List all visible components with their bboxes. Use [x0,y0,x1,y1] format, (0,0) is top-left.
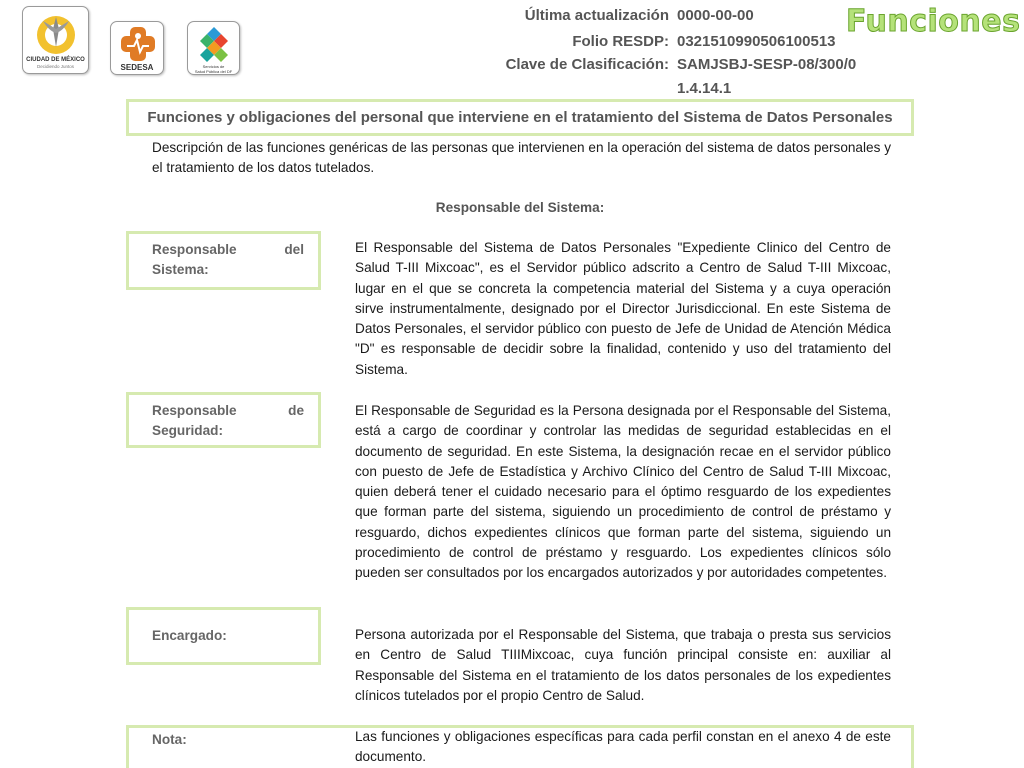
servicios-salud-logo [187,21,240,75]
nota-text: Las funciones y obligaciones específicas para cada perfil constan en el anexo 4 de este documento. [355,729,891,765]
role-description: El Responsable del Sistema de Datos Personales "Expediente Clinico del Centro de Salud T-III Mixcoac", es el Servidor público adscrito a Centro de Salud T-III Mixcoac, lugar en el que se concreta la competencia material del Sistema y a cuya operación sirve instrumentalmente, designado por el Director Jurisdiccional. En este Sistema de Datos Personales, el servidor público con puesto de Jefe de Unidad de Atención Médica "D" es responsable de decidir sobre la finalidad, contenido y uso del tratamiento del Sistema. [355,240,891,377]
sedesa-logo [110,21,164,75]
folio-value: 0321510990506100513 [677,33,836,50]
folio-label: Folio RESDP: [572,33,669,50]
role-label: Responsable de Seguridad: [152,403,304,439]
role-description: Persona autorizada por el Responsable del Sistema, que trabaja o presta sus servicios en Centro de Salud TIIIMixcoac, cuya función principal consiste en: auxiliar al Responsable del Sistema en el tratamiento de los datos personales de los expedientes clínicos tutelados por el propio Centro de Salud. [355,627,891,703]
page-brand-title: Funciones [846,4,1021,39]
role-box-responsable-sistema [126,231,321,290]
role-label: Responsable del Sistema: [152,242,304,278]
update-label: Última actualización [524,7,669,24]
section-subheading: Responsable del Sistema: [435,200,605,215]
update-value: 0000-00-00 [677,7,754,24]
servicios-logo-subtext: Salud Pública del DF [194,69,233,74]
section-title: Funciones y obligaciones del personal que interviene en el tratamiento del Sistema de Datos Personales [126,99,914,136]
sedesa-logo-text: SEDESA [120,63,154,72]
intro-paragraph: Descripción de las funciones genéricas de las personas que intervienen en la operación del sistema de datos personales y el tratamiento de los datos tutelados. [152,140,891,176]
clave-value-continued: 1.4.14.1 [677,80,732,97]
nota-label: Nota: [152,732,187,747]
cdmx-logo [22,6,89,74]
role-box-responsable-seguridad [126,392,321,448]
clave-label: Clave de Clasificación: [505,56,669,73]
role-description: El Responsable de Seguridad es la Persona designada por el Responsable del Sistema, está a cargo de coordinar y controlar las medidas de seguridad establecidas en el documento de seguridad. En este Sistema, la designación recae en el servidor público con puesto de Jefe de Estadística y Archivo Clínico del Centro de Salud T-III Mixcoac, quien deberá tener el cuidado necesario para el óptimo resguardo de los expedientes que forman parte del sistema, siguiendo un procedimiento de control de préstamo y resguardo, dichos expedientes clínicos que forman parte del sistema, siguiendo un procedimiento de control de préstamo y resguardo. Los expedientes clínicos sólo pueden ser consultados por los encargados autorizados y por autoridades competentes. [355,403,891,581]
clave-value: SAMJSBJ-SESP-08/300/0 [677,56,857,73]
cdmx-logo-slogan: Decidiendo Juntos [36,64,75,69]
role-box-encargado [126,607,321,665]
role-label: Encargado: [152,628,227,643]
cdmx-logo-text: CIUDAD DE MÉXICO [26,57,85,63]
servicios-logo-text: Servicios de [202,64,225,69]
